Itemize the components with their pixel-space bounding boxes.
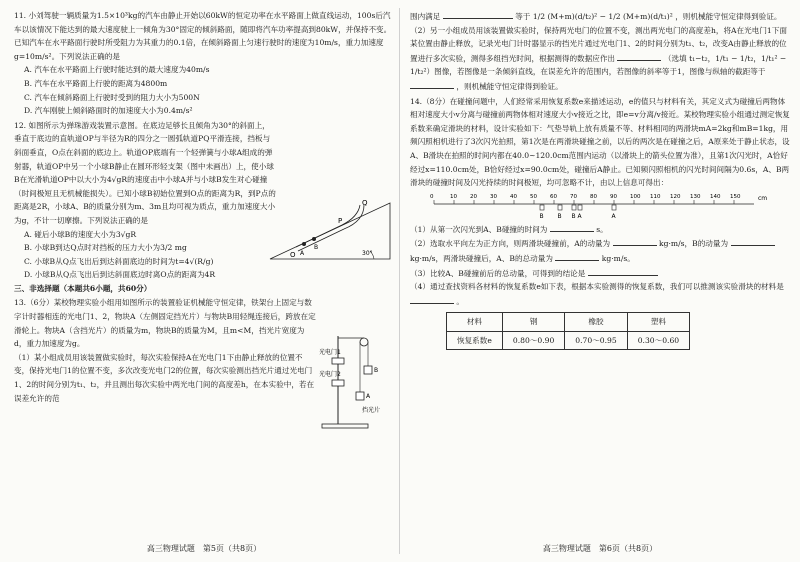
figure-12-diagram xyxy=(266,197,394,265)
ruler-tick-label: 30 xyxy=(490,193,497,200)
ruler-tick-label: 60 xyxy=(550,193,557,200)
question-13-continued xyxy=(410,9,790,94)
ruler-tick-label: 140 xyxy=(710,193,721,200)
text-fragment: ，则机械能守恒定律得到验证。 xyxy=(675,12,782,21)
slider-marker-label: B xyxy=(571,212,576,220)
ruler-ticks xyxy=(434,200,734,204)
label-gate-1: 光电门1 xyxy=(319,349,341,357)
ruler-tick-label: 20 xyxy=(470,193,477,200)
label-block-b: B xyxy=(374,367,379,375)
page-divider xyxy=(399,8,400,554)
question-12-option-d: D. 小球B从Q点飞出后到达斜面底边时离O点的距离为4R xyxy=(24,270,216,280)
question-12-option-b: B. 小球B到达Q点时对挡板的压力大小为3/2 mg xyxy=(24,243,187,253)
question-11-option-a: A. 汽车在水平路面上行驶时能达到的最大速度为40m/s xyxy=(24,65,210,75)
table-cell: 0.30～0.60 xyxy=(627,331,689,350)
label-angle: 30° xyxy=(362,249,373,257)
ruler-tick-label: 40 xyxy=(510,193,517,200)
answer-blank[interactable] xyxy=(410,294,454,304)
ruler-labels xyxy=(430,194,741,200)
question-14 xyxy=(410,95,790,351)
text-fragment: 等于 xyxy=(515,12,531,21)
question-13-text: 13.（6分）某校物理实验小组用如图所示的装置验证机械能守恒定律，铁架台上固定与数字计时器相连的光电门1、2，物块A（左侧固定挡光片）与物块B用轻绳连接后，跨放在定滑轮上。物块A（含挡光片）的质量为m，物块B的质量为M，且m<M，挡光片宽度为d，重力加速度为g。 xyxy=(14,298,316,349)
question-12 xyxy=(14,119,394,282)
question-14-sub-1 xyxy=(410,222,790,237)
text-fragment: （4）通过查找资料各材料的恢复系数e如下表，根据本实验测得的恢复系数，我们可以推测该实验滑块的材料是 xyxy=(410,282,784,292)
answer-blank[interactable] xyxy=(555,251,599,261)
ruler-figure xyxy=(414,192,784,222)
ruler-tick-label: 80 xyxy=(590,193,597,200)
question-12-option-a: A. 碰后小球B的速度大小为3√gR xyxy=(24,229,137,239)
answer-blank[interactable] xyxy=(617,51,661,61)
table-cell: 0.80～0.90 xyxy=(502,331,564,350)
ruler-tick-label: 120 xyxy=(670,193,681,200)
question-14-sub-3 xyxy=(410,266,790,281)
question-14-sub-2 xyxy=(410,236,790,265)
page-6-footer: 高三物理试题 第6页（共8页） xyxy=(542,544,658,554)
ruler-unit: cm xyxy=(758,194,768,202)
slider-marker-label: B xyxy=(539,212,544,220)
question-13-part-2 xyxy=(410,24,790,94)
formula: 1/2 (M+m)(d/t₂)² − 1/2 (M+m)(d/t₁)² xyxy=(532,12,673,21)
slider-marker xyxy=(540,205,544,210)
question-14-sub-4 xyxy=(410,280,790,308)
ruler-markers xyxy=(540,205,617,220)
label-block-a: A xyxy=(366,393,371,401)
table-cell: 恢复系数e xyxy=(447,331,503,350)
text-fragment: （1）从第一次闪光到A、B碰撞的时间为 xyxy=(410,224,548,234)
label-b: B xyxy=(314,243,319,251)
slider-marker xyxy=(572,205,576,210)
ruler-tick-label: 0 xyxy=(430,193,434,200)
page-6 xyxy=(410,8,790,554)
answer-blank[interactable] xyxy=(731,236,775,246)
text-fragment: 围内满足 xyxy=(410,12,441,21)
answer-blank[interactable] xyxy=(410,79,454,89)
question-13-formula-line xyxy=(410,9,790,24)
question-11 xyxy=(14,9,394,118)
answer-blank[interactable] xyxy=(550,222,594,232)
table-header-row xyxy=(447,313,690,332)
text-fragment: 。 xyxy=(456,296,465,306)
question-11-option-d: D. 汽车刚驶上倾斜路面时的加速度大小为0.4m/s² xyxy=(24,106,193,116)
answer-blank[interactable] xyxy=(443,9,513,19)
text-fragment: kg·m/s，B的动量为 xyxy=(659,239,729,249)
question-11-option-b: B. 汽车在水平路面上行驶的距离为4800m xyxy=(24,78,168,88)
ruler-tick-label: 10 xyxy=(450,193,457,200)
text-fragment: （2）选取水平向左为正方向，则两滑块碰撞前，A的动量为 xyxy=(410,239,611,249)
page-5-footer: 高三物理试题 第5页（共8页） xyxy=(146,544,262,554)
restitution-table xyxy=(446,312,690,350)
page-5 xyxy=(14,8,394,554)
table-header-cell: 橡胶 xyxy=(565,313,627,332)
ball-a xyxy=(302,242,306,246)
answer-blank[interactable] xyxy=(588,266,658,276)
ruler-tick-label: 150 xyxy=(730,193,741,200)
ruler-tick-label: 130 xyxy=(690,193,701,200)
label-p: P xyxy=(338,216,343,225)
text-fragment: kg·m/s，两滑块碰撞后，A、B的总动量为 xyxy=(410,253,553,263)
question-13 xyxy=(14,296,394,415)
slider-marker-label: A xyxy=(577,212,582,220)
slider-marker xyxy=(558,205,562,210)
slider-marker xyxy=(612,205,616,210)
label-a: A xyxy=(300,249,305,257)
slider-marker-label: A xyxy=(611,212,616,220)
text-fragment: （3）比较A、B碰撞前后的总动量，可得到的结论是 xyxy=(410,268,586,278)
ruler-tick-label: 100 xyxy=(630,193,641,200)
label-gate-2: 光电门2 xyxy=(319,371,341,379)
table-header-cell: 材料 xyxy=(447,313,503,332)
ball-b xyxy=(312,237,316,241)
question-13-part-1: （1）某小组成员用该装置做实验时，每次实验保持A在光电门1下由静止释放的位置不变，保持光电门1的位置不变，多次改变光电门2的位置，每次实验测出挡光片通过光电门1、2的时间分别为t₁、t₂，并且测出每次实验中两光电门间的高度差h，在本实验中，若在误差允许的范 xyxy=(14,352,315,403)
table-header-cell: 钢 xyxy=(502,313,564,332)
text-fragment: kg·m/s。 xyxy=(601,253,635,263)
text-fragment: s。 xyxy=(596,224,608,234)
text-fragment: （2）另一小组成员用该装置做实验时，保持两光电门的位置不变，测出两光电门的高度差h，将A在光电门1下面某位置由静止释放，记录光电门计时器显示的挡光片通过光电门1、2的时间分别为t₁、t₂，改变A由静止释放的位置进行多次实验，测得多组挡光时间，根据测得的数据应作出 xyxy=(410,25,787,63)
figure-13-apparatus xyxy=(318,332,392,430)
ruler-tick-label: 50 xyxy=(530,193,537,200)
ruler-tick-label: 90 xyxy=(610,193,617,200)
label-q: Q xyxy=(362,198,368,207)
slider-marker xyxy=(578,205,582,210)
question-11-text: 11. 小刘驾驶一辆质量为1.5×10³kg的汽车由静止开始以60kW的恒定功率在水平路面上做直线运动，100s后汽车以该情况下能达到的最大速度驶上一倾角为30°固定的倾斜路面，随即将汽车功率提高到80kW，并保持不变。已知汽车在水平路面行驶时所受阻力为其重力的0.1倍，在倾斜路面上匀速行驶时的速度为10m/s，重力加速度g=10m/s²。下列说法正确的是 xyxy=(14,11,392,61)
label-shade-plate: 挡光片 xyxy=(362,407,381,415)
question-12-option-c: C. 小球B从Q点飞出后到达斜面底边的时间为t=4√(R/g) xyxy=(24,256,214,266)
question-12-text: 12. 如图所示为弹珠游戏装置示意图。在底边足够长且倾角为30°的斜面上，垂直于底边的直轨道OP与半径为R的四分之一圆弧轨道PQ平滑连接，挡板与斜面垂直，O点在斜面的底边上。轨道OP底端有一个轻弹簧与小球A组成的弹射器，轨道OP中另一个小球B静止在圆环形轻支架（图中未画出）上，使小球B在光滑轨道OP中以大小为4√gR的速度击中小球A并与小球B发生对心碰撞（时间极短且无机械能损失）。已知小球B初始位置到O点的距离为R，到P点的距离是2R，小球A、B的质量分别为m、3m且均可视为质点，重力加速度大小为g，不计一切摩擦。下列说法正确的是 xyxy=(14,120,276,225)
table-header-cell: 塑料 xyxy=(627,313,689,332)
slider-marker-label: B xyxy=(557,212,562,220)
text-fragment: ，则机械能守恒定律得到验证。 xyxy=(456,81,563,91)
ruler-tick-label: 70 xyxy=(570,193,577,200)
question-11-option-c: C. 汽车在倾斜路面上行驶时受到的阻力大小为500N xyxy=(24,92,200,102)
text-fragment: （选填 t₁−t₂，1/t₁ − 1/t₂，1/t₁² − 1/t₂²）图像，若图像是一条倾斜直线，在误差允许的范围内，若图像的斜率等于1，图像与纵轴的截距等于 xyxy=(410,53,787,77)
ruler-tick-label: 110 xyxy=(650,193,661,200)
table-cell: 0.70～0.95 xyxy=(565,331,627,350)
answer-blank[interactable] xyxy=(613,236,657,246)
label-o: O xyxy=(290,250,296,259)
question-14-text: 14.（8分）在碰撞问题中，人们经常采用恢复系数e来描述运动，e的值只与材料有关，其定义式为碰撞后两物体相对速度大小v分离与碰撞前两物体相对速度大小v接近之比，即e=v分离/v接近。某校物理实验小组通过测定恢复系数来确定滑块的材料，设计实验如下：气垫导轨上放有质量不等、材料相同的两滑块mA=2kg和mB=1kg，用频闪照相机进行了3次闪光拍照，第1次是在两滑块碰撞之前，以后的两次是在碰撞之后，A原来处于静止状态，设A、B滑块在拍照的时间内都在40.0~120.0cm范围内运动（以滑块上的箭头位置为准），且第1次闪光时，A恰好经过x=110.0cm处，B恰好经过x=90.0cm处，碰撞后A静止。已知频闪照相机的闪光时间间隔为0.6s，A、B两滑块的碰撞时间及闪光持续的时间极短，均可忽略不计，由以上信息可得出： xyxy=(410,96,790,188)
section-3-heading: 三、非选择题（本题共6小题，共60分） xyxy=(14,283,152,293)
table-row xyxy=(447,331,690,350)
